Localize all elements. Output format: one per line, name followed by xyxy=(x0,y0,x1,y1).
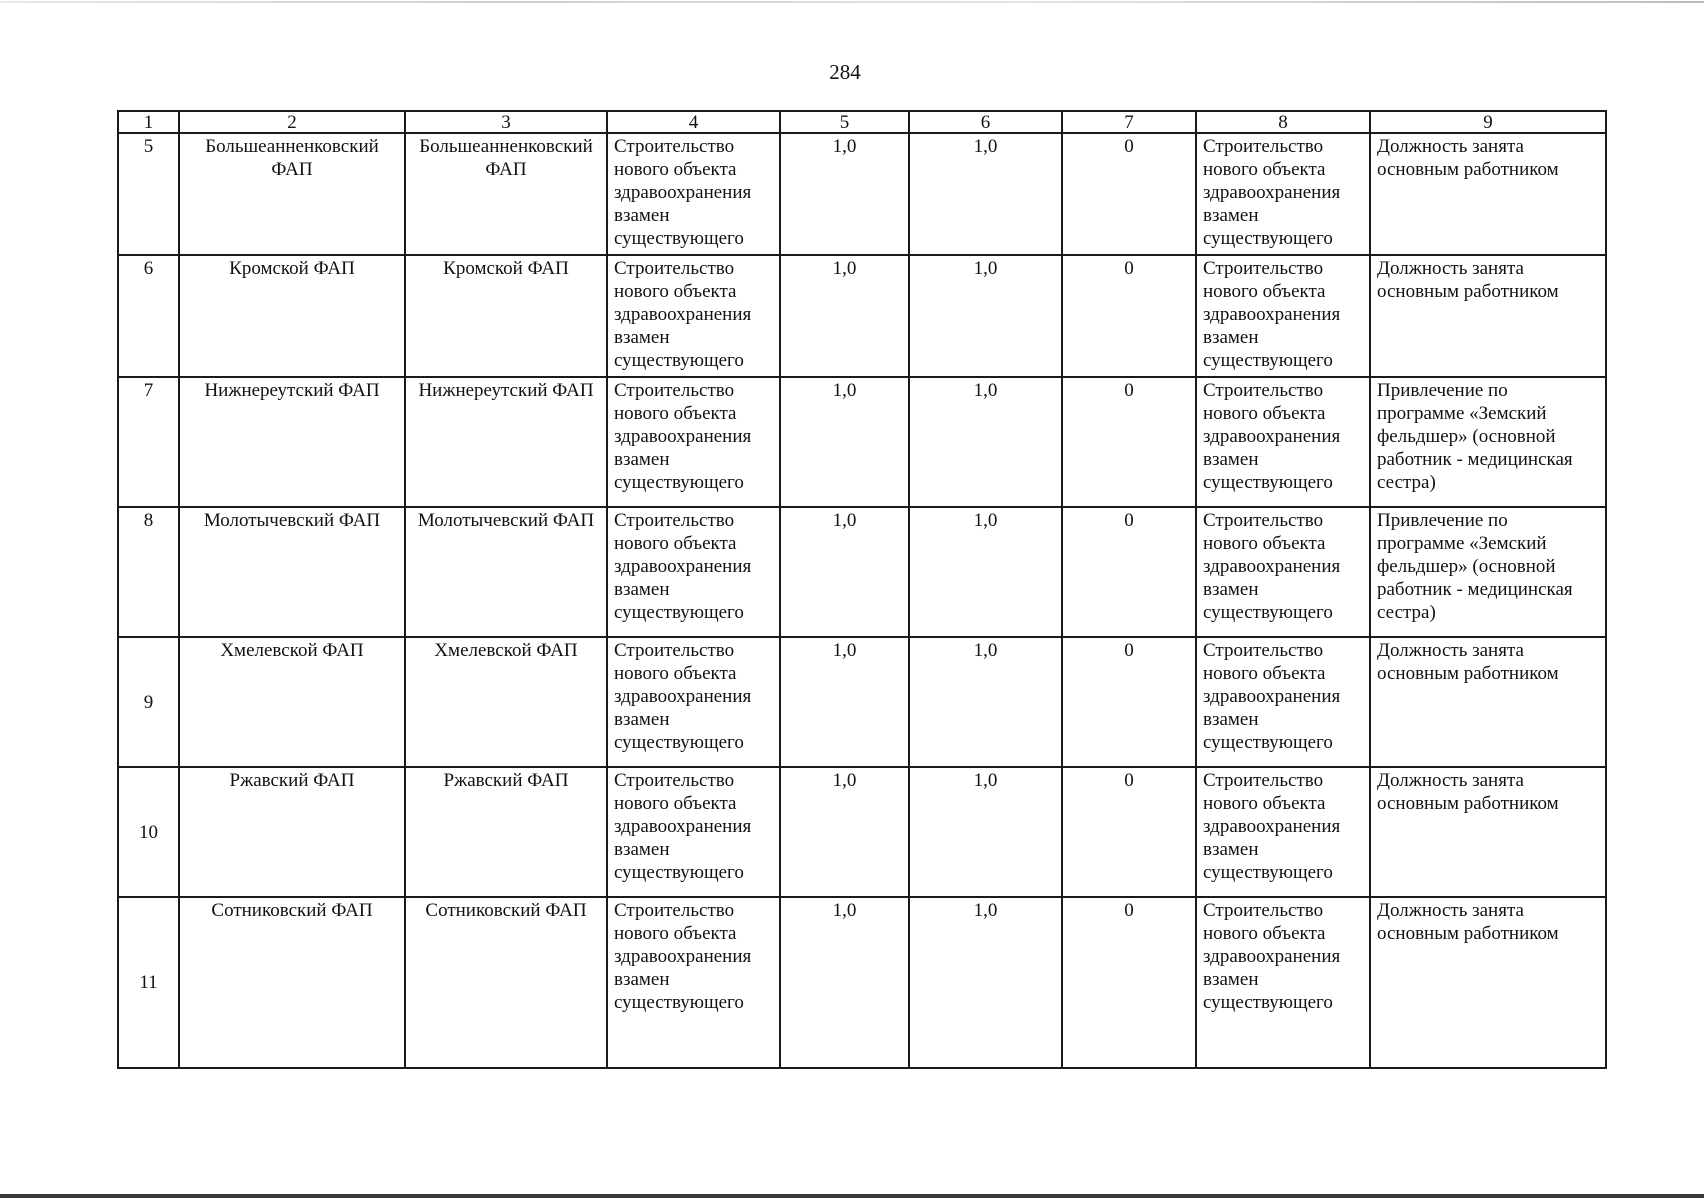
value-col6: 1,0 xyxy=(909,897,1062,1068)
value-col6: 1,0 xyxy=(909,637,1062,767)
column-header: 6 xyxy=(909,111,1062,133)
value-col6: 1,0 xyxy=(909,507,1062,637)
action-description-col8: Строительство нового объекта здравоохранения взамен существующего xyxy=(1196,767,1370,897)
action-description-col8: Строительство нового объекта здравоохранения взамен существующего xyxy=(1196,897,1370,1068)
table-row xyxy=(118,255,1606,377)
column-header: 1 xyxy=(118,111,179,133)
facility-name-alt: Молотычевский ФАП xyxy=(405,507,607,637)
column-header: 2 xyxy=(179,111,405,133)
value-col5: 1,0 xyxy=(780,897,909,1068)
facility-name: Хмелевской ФАП xyxy=(179,637,405,767)
action-description: Строительство нового объекта здравоохранения взамен существующего xyxy=(607,637,780,767)
column-header: 3 xyxy=(405,111,607,133)
action-description: Строительство нового объекта здравоохранения взамен существующего xyxy=(607,377,780,507)
value-col5: 1,0 xyxy=(780,637,909,767)
value-col6: 1,0 xyxy=(909,133,1062,255)
row-number: 8 xyxy=(118,507,179,637)
table-header-row xyxy=(118,111,1606,133)
staffing-note: Привлечение по программе «Земский фельдшер» (основной работник - медицинская сестра) xyxy=(1370,377,1606,507)
column-header: 4 xyxy=(607,111,780,133)
value-col7: 0 xyxy=(1062,897,1196,1068)
row-number: 7 xyxy=(118,377,179,507)
table-row xyxy=(118,377,1606,507)
value-col6: 1,0 xyxy=(909,255,1062,377)
value-col7: 0 xyxy=(1062,133,1196,255)
table-row xyxy=(118,897,1606,1068)
value-col7: 0 xyxy=(1062,377,1196,507)
facility-name: Кромской ФАП xyxy=(179,255,405,377)
row-number: 11 xyxy=(118,897,179,1068)
action-description: Строительство нового объекта здравоохранения взамен существующего xyxy=(607,767,780,897)
action-description: Строительство нового объекта здравоохранения взамен существующего xyxy=(607,133,780,255)
facility-name-alt: Хмелевской ФАП xyxy=(405,637,607,767)
value-col7: 0 xyxy=(1062,507,1196,637)
table-row xyxy=(118,507,1606,637)
value-col5: 1,0 xyxy=(780,377,909,507)
data-table xyxy=(117,110,1607,1069)
facility-name-alt: Нижнереутский ФАП xyxy=(405,377,607,507)
facility-name-alt: Кромской ФАП xyxy=(405,255,607,377)
value-col7: 0 xyxy=(1062,767,1196,897)
facility-name: Нижнереутский ФАП xyxy=(179,377,405,507)
table-row xyxy=(118,133,1606,255)
column-header: 7 xyxy=(1062,111,1196,133)
action-description: Строительство нового объекта здравоохранения взамен существующего xyxy=(607,507,780,637)
scan-bottom-edge xyxy=(0,1194,1704,1198)
action-description-col8: Строительство нового объекта здравоохранения взамен существующего xyxy=(1196,377,1370,507)
facility-name: Ржавский ФАП xyxy=(179,767,405,897)
scan-top-edge xyxy=(0,1,1704,3)
value-col7: 0 xyxy=(1062,255,1196,377)
column-header: 9 xyxy=(1370,111,1606,133)
value-col5: 1,0 xyxy=(780,255,909,377)
staffing-note: Привлечение по программе «Земский фельдшер» (основной работник - медицинская сестра) xyxy=(1370,507,1606,637)
action-description: Строительство нового объекта здравоохранения взамен существующего xyxy=(607,897,780,1068)
value-col7: 0 xyxy=(1062,637,1196,767)
staffing-note: Должность занята основным работником xyxy=(1370,637,1606,767)
facility-name: Сотниковский ФАП xyxy=(179,897,405,1068)
staffing-note: Должность занята основным работником xyxy=(1370,133,1606,255)
row-number: 6 xyxy=(118,255,179,377)
value-col6: 1,0 xyxy=(909,377,1062,507)
value-col5: 1,0 xyxy=(780,767,909,897)
facility-name-alt: Большеанненковский ФАП xyxy=(405,133,607,255)
row-number: 5 xyxy=(118,133,179,255)
facility-name: Большеанненковский ФАП xyxy=(179,133,405,255)
page-number: 284 xyxy=(829,60,861,84)
row-number: 9 xyxy=(118,637,179,767)
facility-name: Молотычевский ФАП xyxy=(179,507,405,637)
action-description: Строительство нового объекта здравоохранения взамен существующего xyxy=(607,255,780,377)
column-header: 8 xyxy=(1196,111,1370,133)
action-description-col8: Строительство нового объекта здравоохранения взамен существующего xyxy=(1196,255,1370,377)
row-number: 10 xyxy=(118,767,179,897)
staffing-note: Должность занята основным работником xyxy=(1370,767,1606,897)
action-description-col8: Строительство нового объекта здравоохранения взамен существующего xyxy=(1196,507,1370,637)
value-col5: 1,0 xyxy=(780,133,909,255)
staffing-note: Должность занята основным работником xyxy=(1370,897,1606,1068)
facility-name-alt: Сотниковский ФАП xyxy=(405,897,607,1068)
value-col6: 1,0 xyxy=(909,767,1062,897)
staffing-note: Должность занята основным работником xyxy=(1370,255,1606,377)
table-row xyxy=(118,637,1606,767)
facility-name-alt: Ржавский ФАП xyxy=(405,767,607,897)
action-description-col8: Строительство нового объекта здравоохранения взамен существующего xyxy=(1196,133,1370,255)
table-row xyxy=(118,767,1606,897)
column-header: 5 xyxy=(780,111,909,133)
value-col5: 1,0 xyxy=(780,507,909,637)
action-description-col8: Строительство нового объекта здравоохранения взамен существующего xyxy=(1196,637,1370,767)
